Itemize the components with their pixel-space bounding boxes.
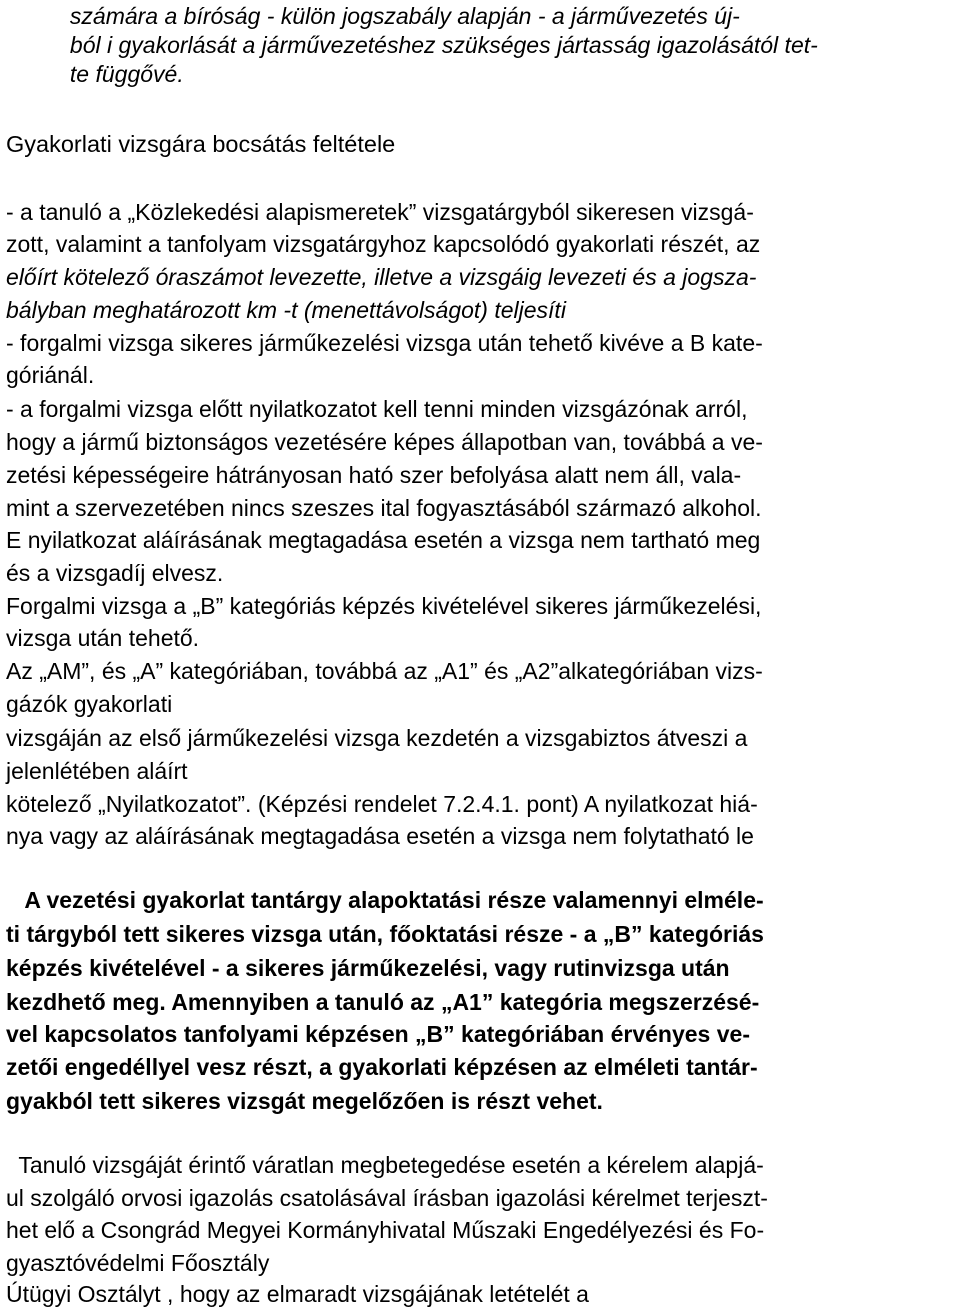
- bold-text-line: gyakból tett sikeres vizsgát megelőzően is részt vehet.: [6, 1088, 603, 1114]
- text-line: számára a bíróság - külön jogszabály alapján - a járművezetés új-: [6, 3, 740, 29]
- text-line: - forgalmi vizsga sikeres járműkezelési vizsga után tehető kivéve a B kate-: [6, 330, 763, 356]
- text-line: vizsga után tehető.: [6, 625, 200, 651]
- bold-text-line: zetői engedéllyel vesz részt, a gyakorlati képzésen az elméleti tantár-: [6, 1054, 758, 1080]
- text-line: hogy a jármű biztonságos vezetésére képes állapotban van, továbbá a ve-: [6, 429, 763, 455]
- text-line: ul szolgáló orvosi igazolás csatolásával írásban igazolási kérelmet terjeszt-: [6, 1185, 768, 1211]
- text-line: zott, valamint a tanfolyam vizsgatárgyhoz kapcsolódó gyakorlati részét, az: [6, 231, 761, 257]
- text-line: het elő a Csongrád Megyei Kormányhivatal Műszaki Engedélyezési és Fo-: [6, 1217, 765, 1243]
- text-line: - a forgalmi vizsga előtt nyilatkozatot kell tenni minden vizsgázónak arról,: [6, 396, 748, 422]
- text-line: gázók gyakorlati: [6, 691, 173, 717]
- text-line: - a tanuló a „Közlekedési alapismeretek” vizsgatárgyból sikeresen vizsgá-: [6, 199, 754, 225]
- text-line: Forgalmi vizsga a „B” kategóriás képzés kivételével sikeres járműkezelési,: [6, 593, 762, 619]
- text-line: vizsgáján az első járműkezelési vizsga kezdetén a vizsgabiztos átveszi a: [6, 725, 748, 751]
- text-line: kötelező „Nyilatkozatot”. (Képzési rendelet 7.2.4.1. pont) A nyilatkozat hiá-: [6, 791, 758, 817]
- bold-text-line: ti tárgyból tett sikeres vizsga után, főoktatási része - a „B” kategóriás: [6, 921, 764, 947]
- text-line: mint a szervezetében nincs szeszes ital fogyasztásából származó alkohol.: [6, 495, 762, 521]
- text-line: E nyilatkozat aláírásának megtagadása esetén a vizsga nem tartható meg: [6, 527, 761, 553]
- text-line: nya vagy az aláírásának megtagadása esetén a vizsga nem folytatható le: [6, 823, 754, 849]
- bold-text-line: képzés kivételével - a sikeres járműkezelési, vagy rutinvizsga után: [6, 955, 730, 981]
- text-line: gyasztóvédelmi Főosztály: [6, 1250, 270, 1276]
- text-line: Útügyi Osztályt , hogy az elmaradt vizsgájának letételét a: [6, 1281, 589, 1307]
- bold-text-line: vel kapcsolatos tanfolyami képzésen „B” kategóriában érvényes ve-: [6, 1021, 750, 1047]
- text-line: jelenlétében aláírt: [6, 758, 188, 784]
- section-heading: Gyakorlati vizsgára bocsátás feltétele: [6, 131, 396, 157]
- text-line: és a vizsgadíj elvesz.: [6, 560, 224, 586]
- text-line: te függővé.: [6, 61, 184, 87]
- text-line: zetési képességeire hátrányosan ható szer befolyása alatt nem áll, vala-: [6, 462, 742, 488]
- text-line: bályban meghatározott km -t (menettávolságot) teljesíti: [6, 297, 566, 323]
- text-line: Tanuló vizsgáját érintő váratlan megbetegedése esetén a kérelem alapjá-: [6, 1152, 764, 1178]
- bold-text-line: A vezetési gyakorlat tantárgy alapoktatási része valamennyi elméle-: [6, 887, 764, 913]
- text-line: előírt kötelező óraszámot levezette, illetve a vizsgáig levezeti és a jogsza-: [6, 264, 757, 290]
- bold-text-line: kezdhető meg. Amennyiben a tanuló az „A1” kategória megszerzésé-: [6, 989, 760, 1015]
- text-line: góriánál.: [6, 362, 95, 388]
- text-line: ból i gyakorlását a járművezetéshez szükséges jártasság igazolásától tet-: [6, 32, 818, 58]
- text-line: Az „AM”, és „A” kategóriában, továbbá az „A1” és „A2”alkategóriában vizs-: [6, 658, 763, 684]
